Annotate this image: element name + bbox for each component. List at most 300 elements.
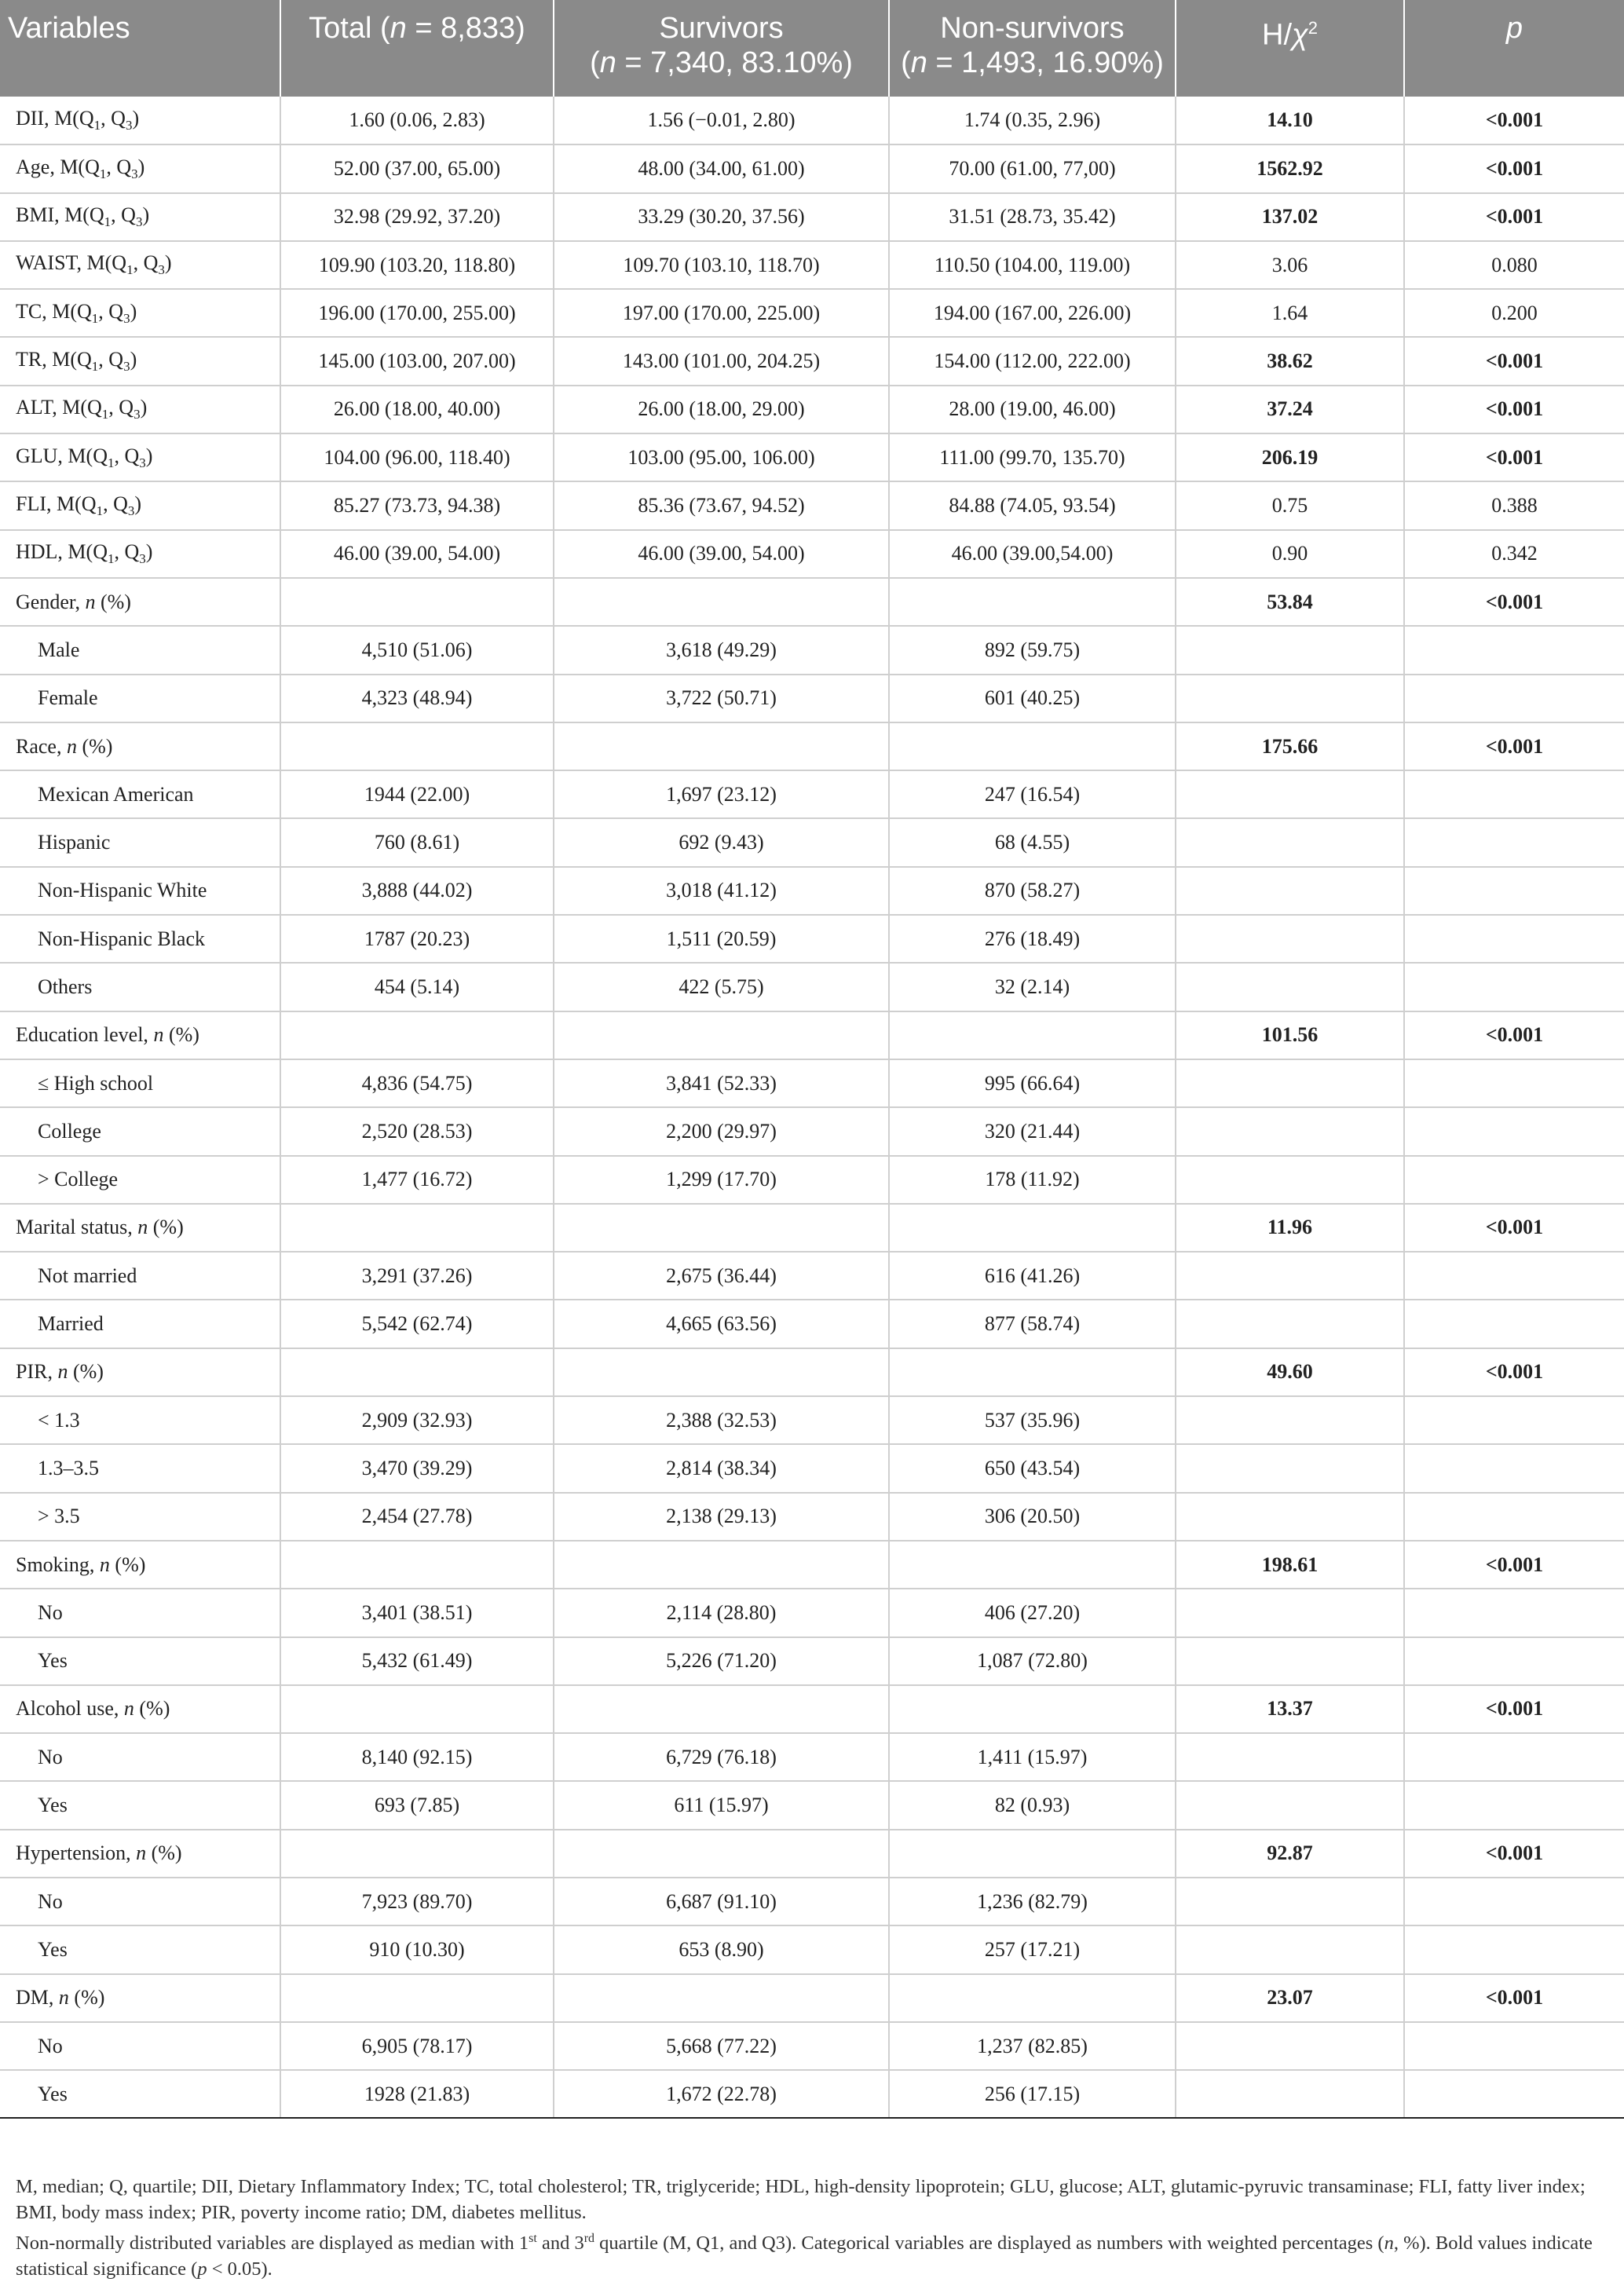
- cell-statistic: 0.75: [1176, 481, 1404, 529]
- cell-non-survivors: 877 (58.74): [889, 1300, 1176, 1348]
- table-subrow: [0, 2070, 1624, 2118]
- cell-variable: No: [0, 2022, 280, 2070]
- cell-non-survivors: 1.74 (0.35, 2.96): [889, 97, 1176, 144]
- cell-p-value: <0.001: [1404, 1685, 1624, 1733]
- cell-total: 85.27 (73.73, 94.38): [280, 481, 554, 529]
- cell-non-survivors: [889, 1974, 1176, 2022]
- table-subrow: [0, 915, 1624, 963]
- table-subrow: [0, 1107, 1624, 1155]
- cell-statistic: 53.84: [1176, 578, 1404, 626]
- cell-total: 3,888 (44.02): [280, 867, 554, 915]
- table-subrow: [0, 1059, 1624, 1107]
- cell-statistic: [1176, 1925, 1404, 1973]
- cell-non-survivors: 406 (27.20): [889, 1589, 1176, 1637]
- cell-total: 46.00 (39.00, 54.00): [280, 530, 554, 578]
- cell-total: 52.00 (37.00, 65.00): [280, 144, 554, 192]
- cell-survivors: [554, 722, 889, 770]
- cell-total: 1944 (22.00): [280, 770, 554, 818]
- cell-p-value: [1404, 2022, 1624, 2070]
- cell-non-survivors: 257 (17.21): [889, 1925, 1176, 1973]
- table-subrow: [0, 1733, 1624, 1781]
- cell-total: 2,454 (27.78): [280, 1493, 554, 1541]
- table-body: [0, 97, 1624, 2118]
- cell-survivors: 1,299 (17.70): [554, 1156, 889, 1204]
- table-row: [0, 481, 1624, 529]
- cell-total: 760 (8.61): [280, 818, 554, 866]
- table-row: [0, 386, 1624, 433]
- cell-non-survivors: 276 (18.49): [889, 915, 1176, 963]
- table-row: [0, 1011, 1624, 1059]
- table-footnotes: [16, 2174, 1610, 2282]
- cell-statistic: [1176, 1107, 1404, 1155]
- cell-total: 145.00 (103.00, 207.00): [280, 337, 554, 385]
- cell-p-value: [1404, 675, 1624, 722]
- cell-p-value: <0.001: [1404, 722, 1624, 770]
- cell-variable: TC, $M(Q_1$, $Q_3$): [0, 289, 280, 337]
- cell-statistic: [1176, 1637, 1404, 1685]
- cell-variable: ≤ High school: [0, 1059, 280, 1107]
- cell-non-survivors: 1,087 (72.80): [889, 1637, 1176, 1685]
- cell-non-survivors: 111.00 (99.70, 135.70): [889, 433, 1176, 481]
- cell-total: 196.00 (170.00, 255.00): [280, 289, 554, 337]
- cell-p-value: <0.001: [1404, 337, 1624, 385]
- cell-statistic: 198.61: [1176, 1541, 1404, 1589]
- cell-p-value: [1404, 1107, 1624, 1155]
- cell-total: [280, 578, 554, 626]
- cell-statistic: [1176, 1781, 1404, 1829]
- cell-statistic: [1176, 1300, 1404, 1348]
- cell-total: 5,432 (61.49): [280, 1637, 554, 1685]
- cell-variable: > 3.5: [0, 1493, 280, 1541]
- cell-variable: Marital status, n (%): [0, 1204, 280, 1252]
- table-row: [0, 1348, 1624, 1396]
- cell-total: 109.90 (103.20, 118.80): [280, 241, 554, 289]
- table-row: [0, 1830, 1624, 1878]
- cell-non-survivors: 154.00 (112.00, 222.00): [889, 337, 1176, 385]
- table-row: [0, 1685, 1624, 1733]
- cell-statistic: [1176, 626, 1404, 674]
- cell-non-survivors: [889, 578, 1176, 626]
- cell-survivors: 85.36 (73.67, 94.52): [554, 481, 889, 529]
- cell-statistic: [1176, 1252, 1404, 1300]
- cell-p-value: [1404, 1637, 1624, 1685]
- table-row: [0, 144, 1624, 192]
- cell-statistic: [1176, 1493, 1404, 1541]
- cell-p-value: [1404, 1300, 1624, 1348]
- cell-variable: PIR, n (%): [0, 1348, 280, 1396]
- cell-variable: Non-Hispanic White: [0, 867, 280, 915]
- cell-variable: Mexican American: [0, 770, 280, 818]
- table-row: [0, 1204, 1624, 1252]
- cell-non-survivors: [889, 1541, 1176, 1589]
- cell-p-value: 0.080: [1404, 241, 1624, 289]
- table-row: [0, 241, 1624, 289]
- cell-p-value: <0.001: [1404, 97, 1624, 144]
- cell-total: 6,905 (78.17): [280, 2022, 554, 2070]
- cell-variable: Not married: [0, 1252, 280, 1300]
- header-p-value: p: [1404, 0, 1624, 97]
- cell-variable: TR, $M(Q_1$, $Q_3$): [0, 337, 280, 385]
- cell-statistic: 11.96: [1176, 1204, 1404, 1252]
- cell-p-value: <0.001: [1404, 1830, 1624, 1878]
- cell-total: 26.00 (18.00, 40.00): [280, 386, 554, 433]
- cell-non-survivors: 247 (16.54): [889, 770, 1176, 818]
- footnote-abbreviations: M, median; Q, quartile; DII, Dietary Inflammatory Index; TC, total cholesterol; TR, triglyceride; HDL, high-density lipoprotein; GLU, glucose; ALT, glutamic-pyruvic transaminase; FLI, fatty liver index; BMI, body mass index; PIR, poverty income ratio; DM, diabetes mellitus.: [16, 2176, 1586, 2223]
- table-row: [0, 578, 1624, 626]
- cell-survivors: 1,672 (22.78): [554, 2070, 889, 2118]
- table-row: [0, 193, 1624, 241]
- table-row: [0, 97, 1624, 144]
- cell-variable: Smoking, n (%): [0, 1541, 280, 1589]
- cell-p-value: [1404, 915, 1624, 963]
- cell-non-survivors: 256 (17.15): [889, 2070, 1176, 2118]
- cell-variable: Yes: [0, 1637, 280, 1685]
- cell-p-value: [1404, 963, 1624, 1011]
- cell-survivors: [554, 578, 889, 626]
- table-subrow: [0, 1589, 1624, 1637]
- table-row: [0, 722, 1624, 770]
- cell-total: 5,542 (62.74): [280, 1300, 554, 1348]
- cell-statistic: 14.10: [1176, 97, 1404, 144]
- cell-survivors: 653 (8.90): [554, 1925, 889, 1973]
- cell-variable: 1.3–3.5: [0, 1444, 280, 1492]
- cell-p-value: <0.001: [1404, 1348, 1624, 1396]
- cell-survivors: 2,388 (32.53): [554, 1396, 889, 1444]
- cell-non-survivors: [889, 1348, 1176, 1396]
- cell-total: 7,923 (89.70): [280, 1878, 554, 1925]
- cell-variable: Male: [0, 626, 280, 674]
- cell-variable: Married: [0, 1300, 280, 1348]
- cell-variable: Education level, n (%): [0, 1011, 280, 1059]
- cell-variable: BMI, $M(Q_1$, $Q_3$): [0, 193, 280, 241]
- cell-p-value: [1404, 1156, 1624, 1204]
- cell-total: 3,470 (39.29): [280, 1444, 554, 1492]
- header-variables: Variables: [0, 0, 280, 97]
- cell-survivors: 3,618 (49.29): [554, 626, 889, 674]
- cell-non-survivors: [889, 1685, 1176, 1733]
- cell-p-value: 0.200: [1404, 289, 1624, 337]
- cell-total: 1.60 (0.06, 2.83): [280, 97, 554, 144]
- cell-p-value: <0.001: [1404, 1974, 1624, 2022]
- cell-statistic: [1176, 1059, 1404, 1107]
- table-header: [0, 0, 1624, 97]
- cell-p-value: <0.001: [1404, 144, 1624, 192]
- table-subrow: [0, 1493, 1624, 1541]
- cell-survivors: 3,722 (50.71): [554, 675, 889, 722]
- cell-total: 1,477 (16.72): [280, 1156, 554, 1204]
- table-row: [0, 530, 1624, 578]
- cell-total: 4,510 (51.06): [280, 626, 554, 674]
- cell-statistic: 137.02: [1176, 193, 1404, 241]
- cell-non-survivors: 995 (66.64): [889, 1059, 1176, 1107]
- cell-variable: Hispanic: [0, 818, 280, 866]
- cell-survivors: 6,687 (91.10): [554, 1878, 889, 1925]
- cell-p-value: <0.001: [1404, 193, 1624, 241]
- cell-non-survivors: 178 (11.92): [889, 1156, 1176, 1204]
- cell-non-survivors: 1,236 (82.79): [889, 1878, 1176, 1925]
- cell-non-survivors: 84.88 (74.05, 93.54): [889, 481, 1176, 529]
- cell-statistic: [1176, 818, 1404, 866]
- cell-non-survivors: 32 (2.14): [889, 963, 1176, 1011]
- cell-non-survivors: 46.00 (39.00,54.00): [889, 530, 1176, 578]
- cell-variable: WAIST, $M(Q_1$, $Q_3$): [0, 241, 280, 289]
- cell-variable: FLI, $M(Q_1$, $Q_3$): [0, 481, 280, 529]
- cell-p-value: [1404, 1781, 1624, 1829]
- cell-p-value: <0.001: [1404, 1011, 1624, 1059]
- cell-non-survivors: 1,237 (82.85): [889, 2022, 1176, 2070]
- cell-statistic: [1176, 1878, 1404, 1925]
- cell-p-value: 0.388: [1404, 481, 1624, 529]
- cell-non-survivors: 70.00 (61.00, 77,00): [889, 144, 1176, 192]
- cell-survivors: 5,226 (71.20): [554, 1637, 889, 1685]
- cell-survivors: 2,138 (29.13): [554, 1493, 889, 1541]
- cell-non-survivors: 601 (40.25): [889, 675, 1176, 722]
- cell-statistic: 1.64: [1176, 289, 1404, 337]
- footnote-methods: Non-normally distributed variables are displayed as median with 1st and 3rd quartile (M, Q1, and Q3). Categorical variables are displayed as numbers with weighted percentages (n, %). Bold values indicate statistical significance (p < 0.05).: [16, 2232, 1593, 2280]
- cell-statistic: [1176, 867, 1404, 915]
- cell-non-survivors: 82 (0.93): [889, 1781, 1176, 1829]
- cell-statistic: [1176, 2070, 1404, 2118]
- table-row: [0, 1541, 1624, 1589]
- cell-survivors: 48.00 (34.00, 61.00): [554, 144, 889, 192]
- cell-total: [280, 1348, 554, 1396]
- cell-survivors: 1,697 (23.12): [554, 770, 889, 818]
- cell-p-value: [1404, 1252, 1624, 1300]
- table-subrow: [0, 1878, 1624, 1925]
- cell-survivors: 3,841 (52.33): [554, 1059, 889, 1107]
- cell-p-value: [1404, 2070, 1624, 2118]
- cell-statistic: 23.07: [1176, 1974, 1404, 2022]
- cell-statistic: [1176, 675, 1404, 722]
- cell-survivors: [554, 1685, 889, 1733]
- cell-survivors: 46.00 (39.00, 54.00): [554, 530, 889, 578]
- cell-survivors: 2,814 (38.34): [554, 1444, 889, 1492]
- cell-p-value: 0.342: [1404, 530, 1624, 578]
- cell-total: [280, 1830, 554, 1878]
- header-non-survivors: Non-survivors (n = 1,493, 16.90%): [889, 0, 1176, 97]
- table-subrow: [0, 1396, 1624, 1444]
- cell-total: 1787 (20.23): [280, 915, 554, 963]
- cell-total: 2,520 (28.53): [280, 1107, 554, 1155]
- cell-total: 693 (7.85): [280, 1781, 554, 1829]
- cell-variable: College: [0, 1107, 280, 1155]
- cell-survivors: [554, 1830, 889, 1878]
- cell-variable: < 1.3: [0, 1396, 280, 1444]
- cell-survivors: 422 (5.75): [554, 963, 889, 1011]
- cell-survivors: [554, 1011, 889, 1059]
- cell-non-survivors: 892 (59.75): [889, 626, 1176, 674]
- table-subrow: [0, 1444, 1624, 1492]
- cell-statistic: 0.90: [1176, 530, 1404, 578]
- cell-variable: DM, n (%): [0, 1974, 280, 2022]
- cell-variable: Race, n (%): [0, 722, 280, 770]
- cell-non-survivors: 537 (35.96): [889, 1396, 1176, 1444]
- cell-survivors: [554, 1204, 889, 1252]
- cell-survivors: 611 (15.97): [554, 1781, 889, 1829]
- cell-statistic: [1176, 1589, 1404, 1637]
- cell-p-value: <0.001: [1404, 1204, 1624, 1252]
- header-row: [0, 0, 1624, 97]
- cell-total: 1928 (21.83): [280, 2070, 554, 2118]
- cell-survivors: 1.56 (−0.01, 2.80): [554, 97, 889, 144]
- cell-variable: Gender, n (%): [0, 578, 280, 626]
- cell-total: 8,140 (92.15): [280, 1733, 554, 1781]
- cell-non-survivors: 320 (21.44): [889, 1107, 1176, 1155]
- cell-total: 32.98 (29.92, 37.20): [280, 193, 554, 241]
- cell-total: [280, 1011, 554, 1059]
- cell-variable: Alcohol use, n (%): [0, 1685, 280, 1733]
- cell-survivors: 2,114 (28.80): [554, 1589, 889, 1637]
- cell-survivors: 2,675 (36.44): [554, 1252, 889, 1300]
- cell-variable: Yes: [0, 1781, 280, 1829]
- cell-p-value: <0.001: [1404, 386, 1624, 433]
- table-row: [0, 337, 1624, 385]
- cell-non-survivors: [889, 722, 1176, 770]
- cell-statistic: 92.87: [1176, 1830, 1404, 1878]
- cell-survivors: 692 (9.43): [554, 818, 889, 866]
- cell-non-survivors: 31.51 (28.73, 35.42): [889, 193, 1176, 241]
- cell-survivors: 1,511 (20.59): [554, 915, 889, 963]
- cell-statistic: 1562.92: [1176, 144, 1404, 192]
- cell-survivors: [554, 1974, 889, 2022]
- cell-statistic: 37.24: [1176, 386, 1404, 433]
- cell-survivors: 109.70 (103.10, 118.70): [554, 241, 889, 289]
- table-subrow: [0, 1637, 1624, 1685]
- cell-survivors: 143.00 (101.00, 204.25): [554, 337, 889, 385]
- cell-variable: Age, $M(Q_1$, $Q_3$): [0, 144, 280, 192]
- table-subrow: [0, 1156, 1624, 1204]
- cell-variable: No: [0, 1733, 280, 1781]
- table-subrow: [0, 1781, 1624, 1829]
- cell-p-value: [1404, 867, 1624, 915]
- table-row: [0, 289, 1624, 337]
- cell-statistic: [1176, 1396, 1404, 1444]
- cell-variable: No: [0, 1878, 280, 1925]
- table-subrow: [0, 867, 1624, 915]
- cell-statistic: 206.19: [1176, 433, 1404, 481]
- cell-total: [280, 1685, 554, 1733]
- cell-non-survivors: 28.00 (19.00, 46.00): [889, 386, 1176, 433]
- cell-p-value: [1404, 1925, 1624, 1973]
- cell-variable: Non-Hispanic Black: [0, 915, 280, 963]
- cell-variable: Yes: [0, 2070, 280, 2118]
- header-total: Total (n = 8,833): [280, 0, 554, 97]
- cell-non-survivors: 616 (41.26): [889, 1252, 1176, 1300]
- table-subrow: [0, 1252, 1624, 1300]
- cell-variable: Female: [0, 675, 280, 722]
- cell-total: 104.00 (96.00, 118.40): [280, 433, 554, 481]
- table-subrow: [0, 1925, 1624, 1973]
- cell-survivors: 103.00 (95.00, 106.00): [554, 433, 889, 481]
- cell-variable: DII, $M(Q_1$, $Q_3$): [0, 97, 280, 144]
- cell-p-value: <0.001: [1404, 578, 1624, 626]
- table-row: [0, 433, 1624, 481]
- cell-non-survivors: 194.00 (167.00, 226.00): [889, 289, 1176, 337]
- table-subrow: [0, 675, 1624, 722]
- cell-p-value: [1404, 1444, 1624, 1492]
- cell-non-survivors: 1,411 (15.97): [889, 1733, 1176, 1781]
- cell-variable: ALT, $M(Q_1$, $Q_3$): [0, 386, 280, 433]
- cell-p-value: [1404, 1589, 1624, 1637]
- header-survivors: Survivors (n = 7,340, 83.10%): [554, 0, 889, 97]
- cell-p-value: [1404, 1493, 1624, 1541]
- table-subrow: [0, 1300, 1624, 1348]
- cell-statistic: 101.56: [1176, 1011, 1404, 1059]
- cell-statistic: [1176, 915, 1404, 963]
- cell-p-value: [1404, 818, 1624, 866]
- table-subrow: [0, 963, 1624, 1011]
- cell-statistic: [1176, 2022, 1404, 2070]
- table-subrow: [0, 2022, 1624, 2070]
- header-statistic: $H/\chi^2$: [1176, 0, 1404, 97]
- cell-statistic: [1176, 1156, 1404, 1204]
- cell-survivors: 6,729 (76.18): [554, 1733, 889, 1781]
- cell-statistic: 13.37: [1176, 1685, 1404, 1733]
- cell-survivors: 33.29 (30.20, 37.56): [554, 193, 889, 241]
- cell-survivors: 3,018 (41.12): [554, 867, 889, 915]
- cell-survivors: 197.00 (170.00, 225.00): [554, 289, 889, 337]
- cell-statistic: [1176, 1444, 1404, 1492]
- table-row: [0, 1974, 1624, 2022]
- cell-non-survivors: 68 (4.55): [889, 818, 1176, 866]
- cell-statistic: [1176, 770, 1404, 818]
- cell-statistic: 38.62: [1176, 337, 1404, 385]
- cell-survivors: 4,665 (63.56): [554, 1300, 889, 1348]
- cell-non-survivors: 870 (58.27): [889, 867, 1176, 915]
- cell-survivors: [554, 1348, 889, 1396]
- cell-variable: > College: [0, 1156, 280, 1204]
- cell-total: 3,291 (37.26): [280, 1252, 554, 1300]
- cell-variable: Hypertension, n (%): [0, 1830, 280, 1878]
- cell-p-value: [1404, 1396, 1624, 1444]
- cell-non-survivors: [889, 1011, 1176, 1059]
- cell-survivors: 26.00 (18.00, 29.00): [554, 386, 889, 433]
- cell-total: 910 (10.30): [280, 1925, 554, 1973]
- cell-p-value: [1404, 1878, 1624, 1925]
- cell-non-survivors: 650 (43.54): [889, 1444, 1176, 1492]
- cell-non-survivors: 306 (20.50): [889, 1493, 1176, 1541]
- cell-statistic: [1176, 963, 1404, 1011]
- cell-p-value: [1404, 1733, 1624, 1781]
- cell-survivors: [554, 1541, 889, 1589]
- cell-total: [280, 722, 554, 770]
- cell-statistic: 3.06: [1176, 241, 1404, 289]
- cell-statistic: 175.66: [1176, 722, 1404, 770]
- cell-total: 454 (5.14): [280, 963, 554, 1011]
- cell-variable: No: [0, 1589, 280, 1637]
- cell-total: 4,836 (54.75): [280, 1059, 554, 1107]
- table-subrow: [0, 818, 1624, 866]
- cell-non-survivors: 110.50 (104.00, 119.00): [889, 241, 1176, 289]
- cell-variable: Yes: [0, 1925, 280, 1973]
- cell-variable: Others: [0, 963, 280, 1011]
- cell-total: 4,323 (48.94): [280, 675, 554, 722]
- cell-survivors: 5,668 (77.22): [554, 2022, 889, 2070]
- cell-non-survivors: [889, 1204, 1176, 1252]
- cell-total: [280, 1204, 554, 1252]
- cell-variable: HDL, $M(Q_1$, $Q_3$): [0, 530, 280, 578]
- cell-p-value: <0.001: [1404, 433, 1624, 481]
- cell-p-value: [1404, 770, 1624, 818]
- cell-total: [280, 1541, 554, 1589]
- cell-statistic: [1176, 1733, 1404, 1781]
- cell-survivors: 2,200 (29.97): [554, 1107, 889, 1155]
- cell-total: 2,909 (32.93): [280, 1396, 554, 1444]
- cell-p-value: [1404, 1059, 1624, 1107]
- cell-variable: GLU, $M(Q_1$, $Q_3$): [0, 433, 280, 481]
- cell-total: 3,401 (38.51): [280, 1589, 554, 1637]
- cell-statistic: 49.60: [1176, 1348, 1404, 1396]
